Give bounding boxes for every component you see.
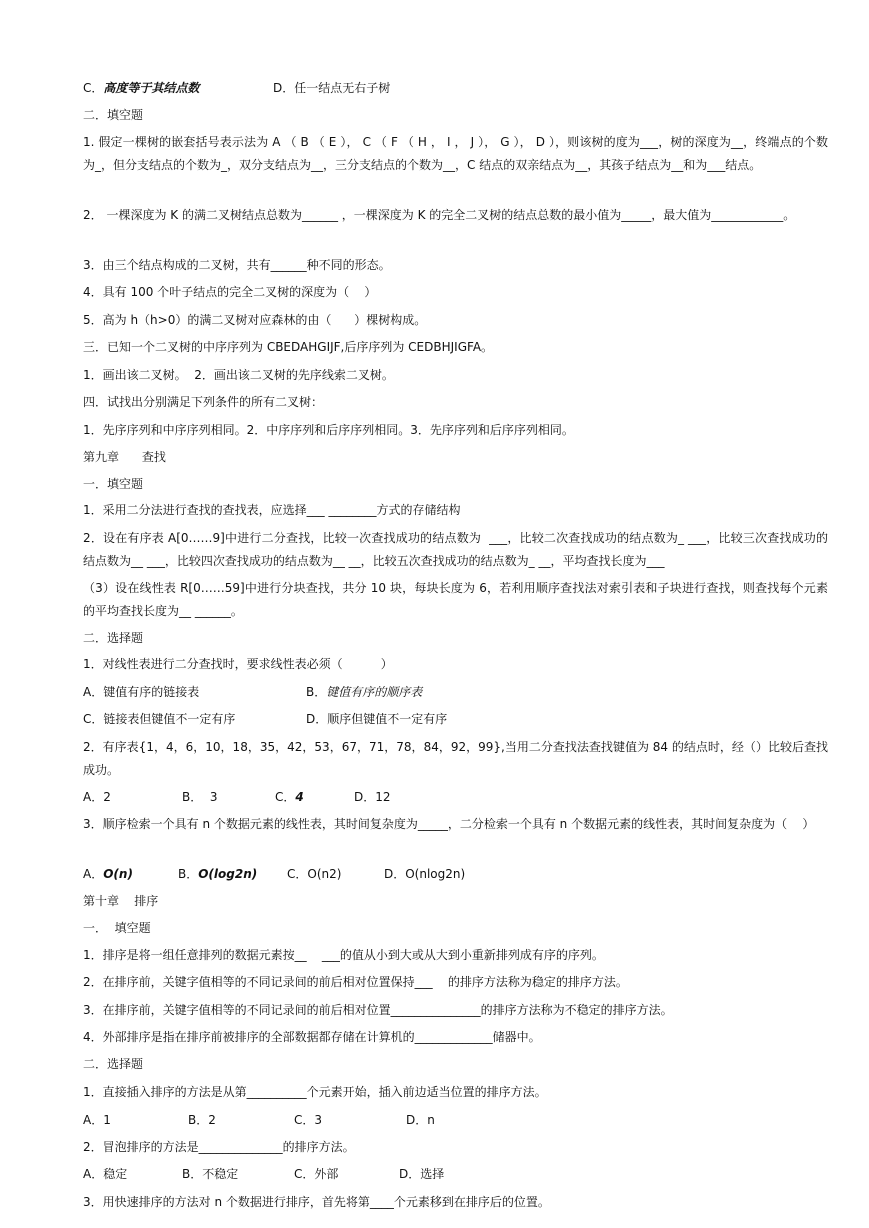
- option-c: C．4: [275, 790, 304, 804]
- section-heading: 二．选择题: [83, 631, 144, 645]
- option-b: B．键值有序的顺序表: [306, 685, 423, 699]
- option-d: D．顺序但键值不一定有序: [306, 712, 448, 726]
- chapter-heading: 第九章 查找: [83, 450, 166, 464]
- question-line: 1．直接插入排序的方法是从第__________个元素开始，插入前边适当位置的排序方法。: [83, 1085, 547, 1099]
- option-c: C．链接表但键值不一定有序: [83, 712, 236, 726]
- question-paragraph: 2．有序表{1，4，6，10，18，35，42，53，67，71，78，84，92，99},当用二分查找法查找键值为 84 的结点时，经（）比较后查找成功。: [83, 740, 828, 777]
- chapter-heading: 第十章 排序: [83, 894, 159, 908]
- section-heading: 一．填空题: [83, 477, 144, 491]
- section-heading: 四．试找出分别满足下列条件的所有二叉树：: [83, 395, 324, 409]
- option-a: A．1: [83, 1113, 111, 1127]
- option-d: D．n: [406, 1113, 435, 1127]
- question-paragraph: 2． 一棵深度为 K 的满二叉树结点总数为______ ，一棵深度为 K 的完全二叉树的结点总数的最小值为_____，最大值为____________。: [83, 208, 796, 222]
- question-line: 2．在排序前，关键字值相等的不同记录间的前后相对位置保持___ 的排序方法称为稳定的排序方法。: [83, 975, 628, 989]
- question-line: 1．画出该二叉树。 2．画出该二叉树的先序线索二叉树。: [83, 368, 394, 382]
- option-d: D．O(nlog2n): [384, 867, 466, 881]
- question-line: 1．先序序列和中序序列相同。2．中序序列和后序序列相同。3．先序序列和后序序列相同。: [83, 423, 574, 437]
- option-c: C．外部: [294, 1167, 339, 1181]
- option-a: A．键值有序的链接表: [83, 685, 200, 699]
- question-paragraph: 2．设在有序表 A[0……9]中进行二分查找，比较一次查找成功的结点数为 ___，比较二次查找成功的结点数为_ ___，比较三次查找成功的结点数为__ ___，比较四次查找成功的结点数为__ __，比较五次查找成功的结点数为_ __，平均查找长度为___: [83, 531, 828, 568]
- question-paragraph: 3．顺序检索一个具有 n 个数据元素的线性表，其时间复杂度为_____，二分检索一个具有 n 个数据元素的线性表，其时间复杂度为（ ）: [83, 817, 815, 831]
- question-line: 4．外部排序是指在排序前被排序的全部数据都存储在计算机的_____________储器中。: [83, 1030, 541, 1044]
- question-paragraph: （3）设在线性表 R[0……59]中进行分块查找，共分 10 块，每块长度为 6，若利用顺序查找法对索引表和子块进行查找，则查找每个元素的平均查找长度为__ ______。: [83, 581, 828, 618]
- option-b: B．2: [188, 1113, 216, 1127]
- question-line: 3．在排序前，关键字值相等的不同记录间的前后相对位置_______________的排序方法称为不稳定的排序方法。: [83, 1003, 673, 1017]
- option-b: B． 3: [182, 790, 218, 804]
- question-line: 1．采用二分法进行查找的查找表，应选择___ ________方式的存储结构: [83, 503, 461, 517]
- question-line: 1．对线性表进行二分查找时，要求线性表必须（ ）: [83, 657, 393, 671]
- option-a: A．稳定: [83, 1167, 128, 1181]
- option-a: A．2: [83, 790, 111, 804]
- option-d: D．任一结点无右子树: [273, 81, 391, 95]
- section-heading: 二．选择题: [83, 1057, 144, 1071]
- question-paragraph: 1. 假定一棵树的嵌套括号表示法为 A （ B （ E ）， C （ F （ H ， I ， J ）， G ）， D ），则该树的度为___，树的深度为__，终端点的个数为_，但分支结点的个数为_，双分支结点为__，三分支结点的个数为__，C 结点的双亲结点为__，其孩子结点为__和为___结点。: [83, 135, 828, 172]
- option-c: C．高度等于其结点数: [83, 81, 200, 95]
- option-b: B．不稳定: [182, 1167, 239, 1181]
- section-heading: 一． 填空题: [83, 921, 151, 935]
- option-d: D．选择: [399, 1167, 445, 1181]
- section-heading: 二．填空题: [83, 108, 144, 122]
- option-b: B．O(log2n): [178, 867, 258, 881]
- question-line: 4．具有 100 个叶子结点的完全二叉树的深度为（ ）: [83, 285, 377, 299]
- option-a: A．O(n): [83, 867, 133, 881]
- question-line: 3．用快速排序的方法对 n 个数据进行排序，首先将第____个元素移到在排序后的位置。: [83, 1195, 550, 1209]
- option-c: C．O(n2): [287, 867, 342, 881]
- option-c: C．3: [294, 1113, 323, 1127]
- question-line: 2．冒泡排序的方法是______________的排序方法。: [83, 1140, 355, 1154]
- section-heading: 三．已知一个二叉树的中序序列为 CBEDAHGIJF,后序序列为 CEDBHJIGFA。: [83, 340, 494, 354]
- question-line: 1．排序是将一组任意排列的数据元素按__ ___的值从小到大或从大到小重新排列成有序的序列。: [83, 948, 604, 962]
- option-d: D．12: [354, 790, 391, 804]
- question-line: 3．由三个结点构成的二叉树，共有______种不同的形态。: [83, 258, 391, 272]
- question-line: 5．高为 h（h>0）的满二叉树对应森林的由（ ）棵树构成。: [83, 313, 427, 327]
